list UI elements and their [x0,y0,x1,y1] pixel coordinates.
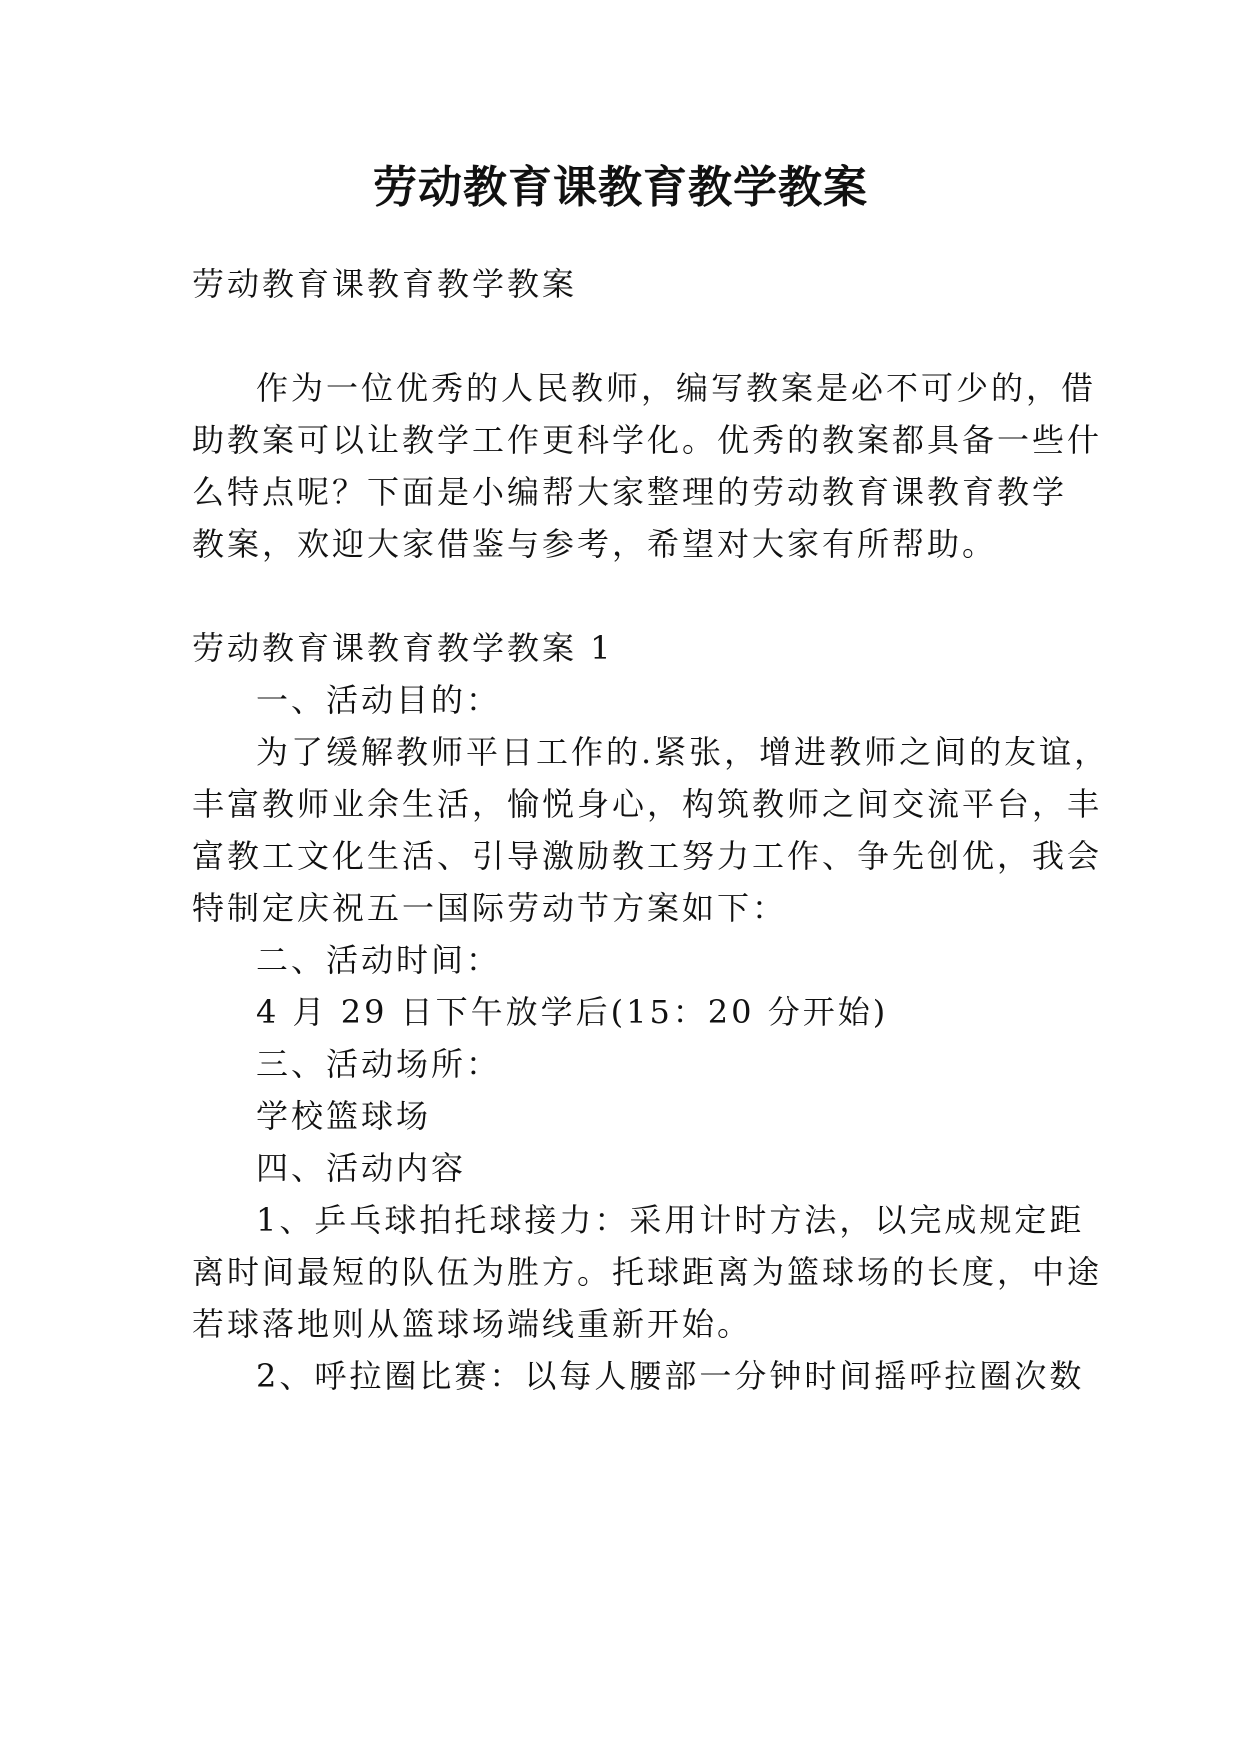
activity-time: 4 月 29 日下午放学后(15：20 分开始) [256,993,889,1031]
purpose-line-1: 为了缓解教师平日工作的.紧张，增进教师之间的友谊， [256,733,1110,771]
document-title: 劳动教育课教育教学教案 [373,162,868,213]
section-title: 劳动教育课教育教学教案 1 [192,629,614,667]
purpose-line-3: 富教工文化生活、引导激励教工努力工作、争先创优，我会 [192,837,1103,875]
heading-time: 二、活动时间： [256,941,502,979]
item2-line-1: 2、呼拉圈比赛：以每人腰部一分钟时间摇呼拉圈次数 [256,1357,1085,1395]
heading-content: 四、活动内容 [256,1149,467,1187]
document-subtitle: 劳动教育课教育教学教案 [192,265,578,303]
item1-line-3: 若球落地则从篮球场端线重新开始。 [192,1305,753,1343]
intro-line-3: 么特点呢？下面是小编帮大家整理的劳动教育课教育教学 [192,473,1068,511]
item1-line-1: 1、乒乓球拍托球接力：采用计时方法，以完成规定距 [256,1201,1085,1239]
item1-line-2: 离时间最短的队伍为胜方。托球距离为篮球场的长度，中途 [192,1253,1103,1291]
intro-line-4: 教案，欢迎大家借鉴与参考，希望对大家有所帮助。 [192,525,998,563]
purpose-line-4: 特制定庆祝五一国际劳动节方案如下： [192,889,788,927]
heading-place: 三、活动场所： [256,1045,502,1083]
intro-line-1: 作为一位优秀的人民教师，编写教案是必不可少的，借 [256,369,1097,407]
intro-line-2: 助教案可以让教学工作更科学化。优秀的教案都具备一些什 [192,421,1103,459]
purpose-line-2: 丰富教师业余生活，愉悦身心，构筑教师之间交流平台，丰 [192,785,1103,823]
activity-place: 学校篮球场 [256,1097,432,1135]
heading-purpose: 一、活动目的： [256,681,502,719]
